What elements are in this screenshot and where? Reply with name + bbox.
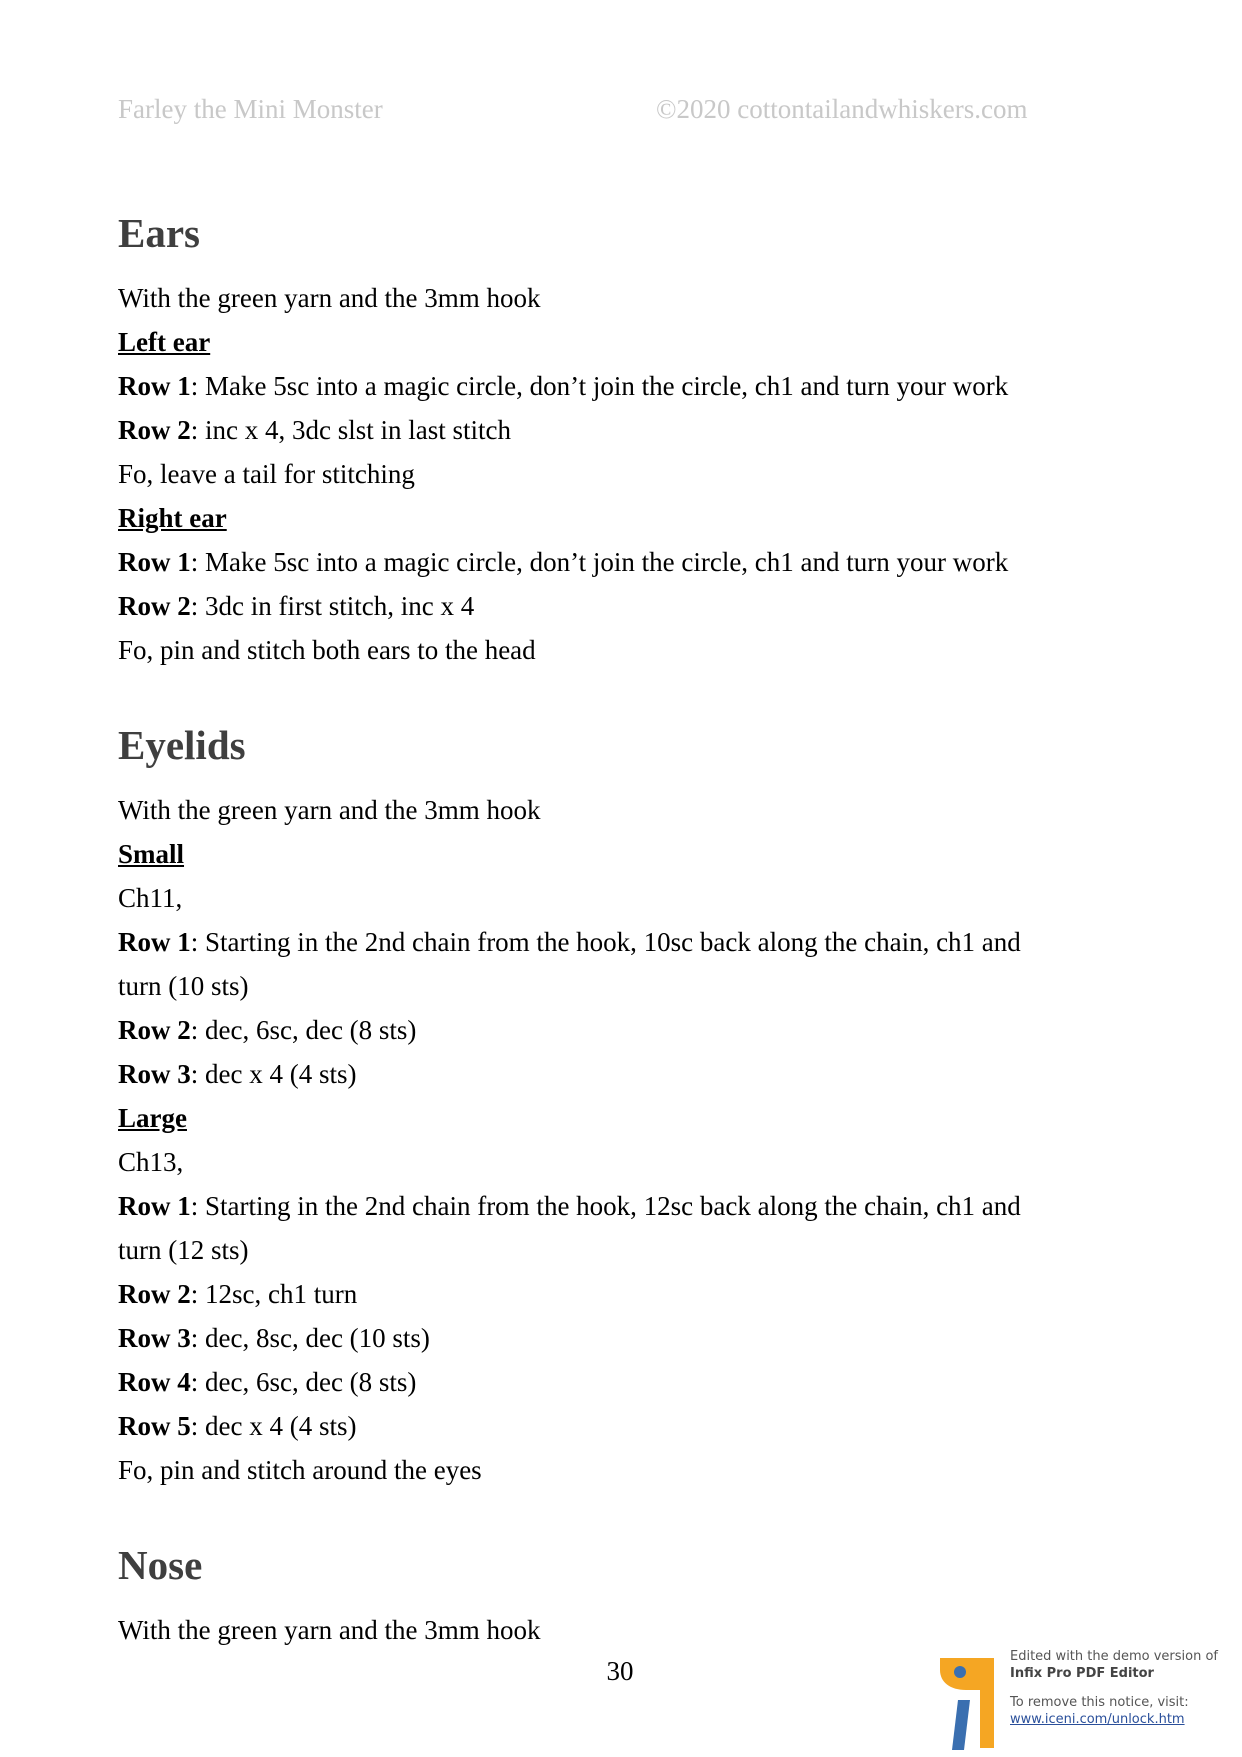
row-label: Row 1 [118, 371, 191, 401]
pattern-content [118, 198, 1128, 1652]
row-label: Row 1 [118, 547, 191, 577]
instruction-line: Fo, pin and stitch around the eyes [118, 1455, 482, 1485]
pattern-row [118, 540, 1128, 584]
header-copyright: ©2020 cottontailandwhiskers.com [656, 94, 1028, 124]
section-heading: Eyelids [118, 722, 246, 768]
section-heading: Ears [118, 210, 200, 256]
subheading [118, 496, 1128, 540]
pattern-row [118, 1272, 1128, 1316]
page-number: 30 [606, 1656, 634, 1686]
row-instruction: : dec, 8sc, dec (10 sts) [190, 1323, 430, 1353]
watermark-line3: To remove this notice, visit: [1010, 1695, 1189, 1710]
row-instruction: : dec x 4 (4 sts) [190, 1411, 357, 1441]
row-label: Row 2 [118, 591, 191, 621]
row-label: Row 1 [118, 1191, 191, 1221]
row-instruction: : Starting in the 2nd chain from the hook, 12sc back along the chain, ch1 and [190, 1191, 1021, 1221]
watermark-link[interactable]: www.iceni.com/unlock.htm [1010, 1712, 1185, 1727]
instruction-line: Ch13, [118, 1147, 184, 1177]
instruction-line: turn (10 sts) [118, 971, 249, 1001]
subheading [118, 1096, 1128, 1140]
row-label: Row 1 [118, 927, 191, 957]
row-instruction: : dec x 4 (4 sts) [190, 1059, 357, 1089]
pattern-row [118, 408, 1128, 452]
row-instruction: : 3dc in first stitch, inc x 4 [190, 591, 475, 621]
pattern-row [118, 1052, 1128, 1096]
subheading [118, 832, 1128, 876]
pattern-row [118, 364, 1128, 408]
header-title: Farley the Mini Monster [118, 94, 383, 124]
row-instruction: : dec, 6sc, dec (8 sts) [190, 1367, 417, 1397]
row-instruction: : 12sc, ch1 turn [190, 1279, 358, 1309]
row-label: Row 3 [118, 1323, 191, 1353]
instruction-line: Fo, pin and stitch both ears to the head [118, 635, 536, 665]
watermark-text [1010, 1648, 1218, 1728]
instruction-line: Fo, leave a tail for stitching [118, 459, 415, 489]
watermark-line1: Edited with the demo version of [1010, 1649, 1219, 1664]
pattern-row [118, 584, 1128, 628]
row-label: Row 2 [118, 1015, 191, 1045]
row-instruction: : inc x 4, 3dc slst in last stitch [190, 415, 511, 445]
row-label: Row 3 [118, 1059, 191, 1089]
subheading [118, 320, 1128, 364]
row-instruction: : Starting in the 2nd chain from the hook, 10sc back along the chain, ch1 and [190, 927, 1021, 957]
row-instruction: : Make 5sc into a magic circle, don’t join the circle, ch1 and turn your work [190, 371, 1009, 401]
pattern-row [118, 1404, 1128, 1448]
subheading-text: Large [118, 1103, 187, 1133]
pattern-row [118, 1316, 1128, 1360]
instruction-line: turn (12 sts) [118, 1235, 249, 1265]
page-header [118, 94, 1058, 128]
pattern-row [118, 920, 1128, 964]
row-label: Row 4 [118, 1367, 191, 1397]
row-instruction: : dec, 6sc, dec (8 sts) [190, 1015, 417, 1045]
section-heading: Nose [118, 1542, 203, 1588]
pattern-row [118, 1184, 1128, 1228]
pattern-row [118, 1008, 1128, 1052]
row-instruction: : Make 5sc into a magic circle, don’t join the circle, ch1 and turn your work [190, 547, 1009, 577]
row-label: Row 5 [118, 1411, 191, 1441]
pattern-row [118, 1360, 1128, 1404]
demo-watermark[interactable] [930, 1648, 1230, 1756]
row-label: Row 2 [118, 1279, 191, 1309]
subheading-text: Left ear [118, 327, 211, 357]
instruction-line: With the green yarn and the 3mm hook [118, 795, 541, 825]
infix-logo-icon [930, 1650, 1006, 1754]
row-label: Row 2 [118, 415, 191, 445]
instruction-line: With the green yarn and the 3mm hook [118, 283, 541, 313]
subheading-text: Small [118, 839, 185, 869]
watermark-brand: Infix Pro PDF Editor [1010, 1666, 1154, 1681]
instruction-line: With the green yarn and the 3mm hook [118, 1615, 541, 1645]
subheading-text: Right ear [118, 503, 227, 533]
instruction-line: Ch11, [118, 883, 183, 913]
